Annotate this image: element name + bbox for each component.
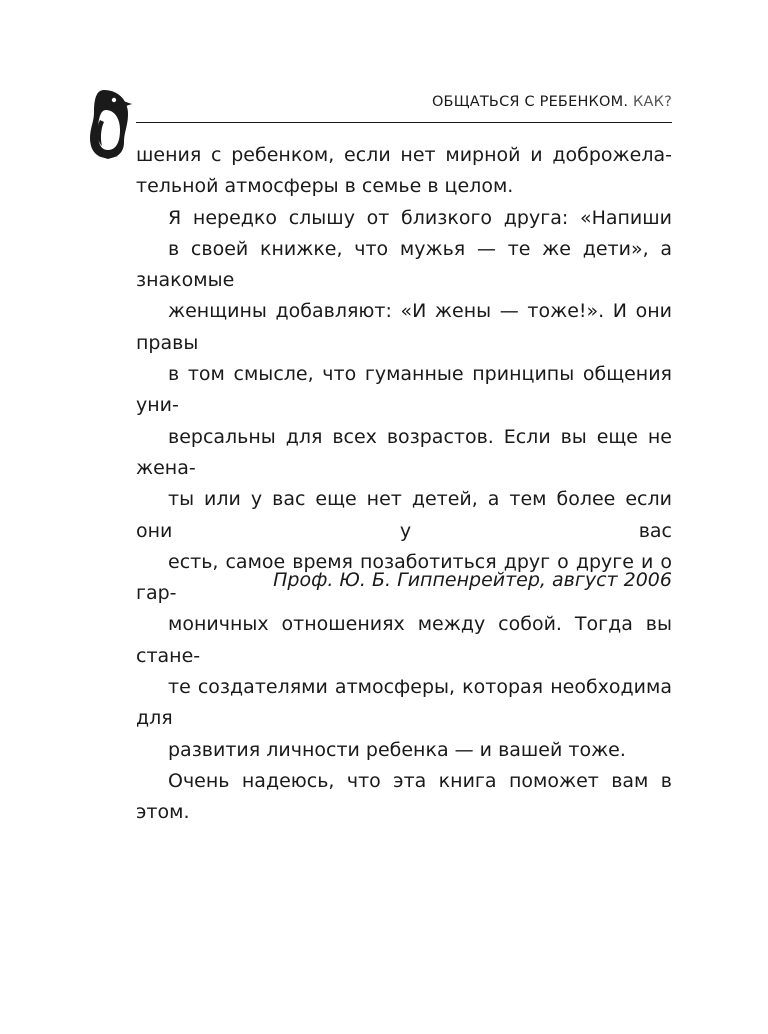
text-line: те создателями атмосферы, которая необходима для (136, 676, 672, 730)
text-line: ты или у вас еще нет детей, а тем более если они у вас (136, 488, 672, 542)
text-line: версальны для всех возрастов. Если вы еще не жена- (136, 425, 672, 479)
penguin-icon (84, 88, 136, 160)
header-title (432, 94, 672, 110)
text-line: развития личности ребенка — и вашей тоже. (168, 738, 626, 761)
paragraph-2 (136, 203, 672, 766)
text-line: моничных отношениях между собой. Тогда вы стане- (136, 613, 672, 667)
body-text (136, 140, 672, 829)
text-line: Я нередко слышу от близкого друга: «Напиши (168, 206, 672, 229)
text-line: шения с ребенком, если нет мирной и доброжела- (136, 144, 672, 166)
text-line: женщины добавляют: «И жены — тоже!». И они правы (136, 300, 672, 354)
text-line: в своей книжке, что мужья — те же дети», а знакомые (136, 237, 672, 292)
paragraph-3 (136, 766, 672, 829)
text-line: есть, самое время позаботиться друг о друге и о гар- (136, 550, 672, 605)
header-title-sub: КАК? (628, 94, 672, 110)
paragraph-1 (136, 140, 672, 203)
signature: Проф. Ю. Б. Гиппенрейтер, август 2006 (273, 569, 672, 591)
text-line: в том смысле, что гуманные принципы общения уни- (136, 363, 672, 417)
header-title-main: ОБЩАТЬСЯ С РЕБЕНКОМ. (431, 94, 629, 110)
running-header (136, 92, 672, 123)
text-line: Очень надеюсь, что эта книга поможет вам в этом. (136, 769, 672, 824)
text-line: тельной атмосферы в семье в целом. (136, 175, 514, 198)
